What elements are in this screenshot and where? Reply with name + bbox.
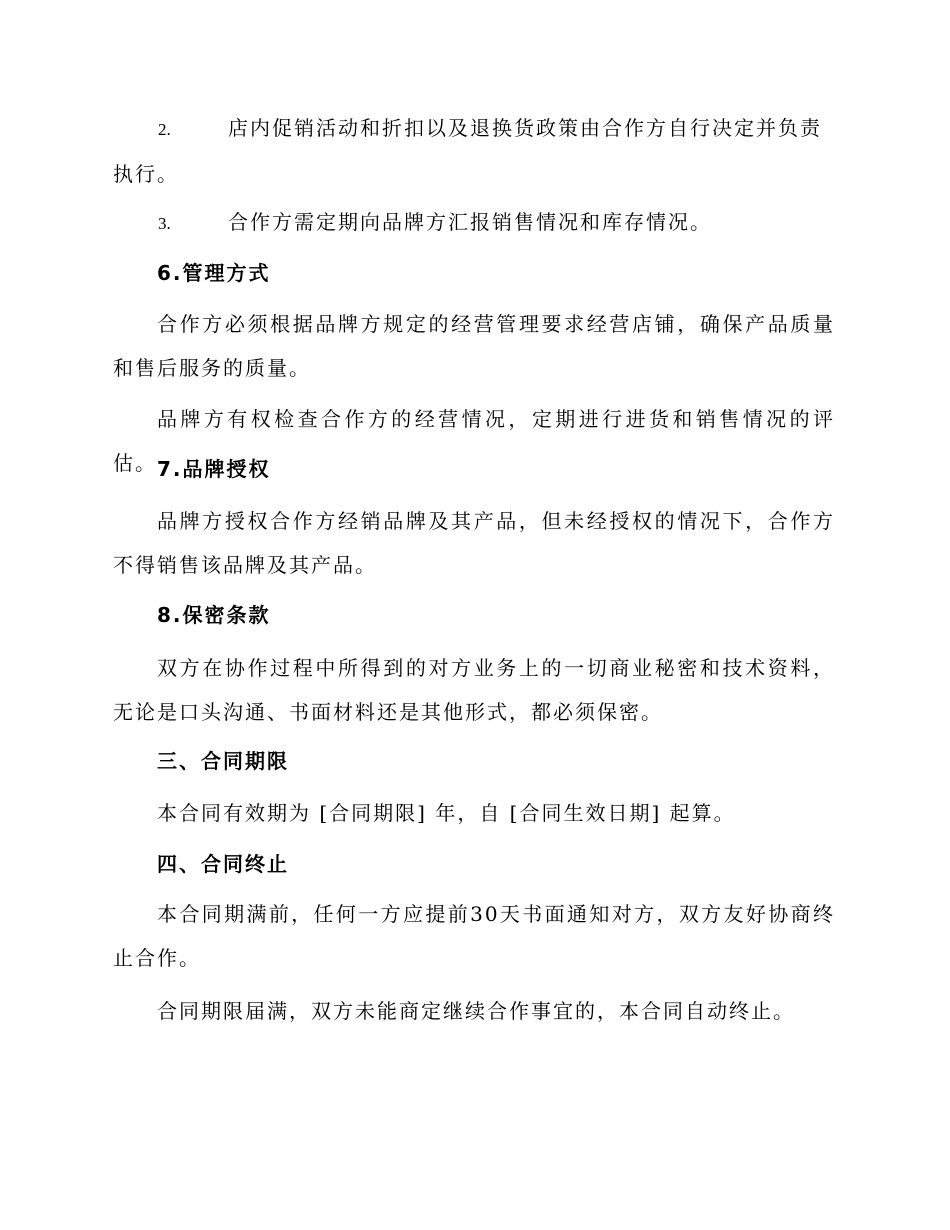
- section-heading-authorization: 7.品牌授权: [157, 457, 271, 481]
- paragraph: 品牌方授权合作方经销品牌及其产品，但未经授权的情况下，合作方不得销售该品牌及其产品。: [113, 509, 835, 577]
- paragraph: 品牌方有权检查合作方的经营情况，定期进行进货和销售情况的评估。: [113, 407, 835, 475]
- list-item-number: 2.: [158, 120, 171, 139]
- section-heading-termination: 四、合同终止: [157, 852, 289, 876]
- list-item-text: 合作方需定期向品牌方汇报销售情况和库存情况。: [228, 210, 712, 234]
- paragraph: 本合同期满前，任何一方应提前30天书面通知对方，双方友好协商终止合作。: [113, 902, 835, 970]
- list-item-text: 店内促销活动和折扣以及退换货政策由合作方自行决定并负责执行。: [113, 116, 822, 186]
- section-heading-management: 6.管理方式: [157, 261, 271, 285]
- list-item-number: 3.: [158, 214, 171, 233]
- list-item: [113, 106, 835, 196]
- paragraph: 合作方必须根据品牌方规定的经营管理要求经营店铺，确保产品质量和售后服务的质量。: [113, 312, 835, 380]
- list-item: [113, 200, 835, 246]
- paragraph: 本合同有效期为 [合同期限] 年，自 [合同生效日期] 起算。: [157, 801, 736, 825]
- section-heading-term: 三、合同期限: [157, 749, 289, 773]
- paragraph: 双方在协作过程中所得到的对方业务上的一切商业秘密和技术资料，无论是口头沟通、书面材料还是其他形式，都必须保密。: [113, 656, 835, 724]
- section-heading-confidentiality: 8.保密条款: [157, 603, 271, 627]
- paragraph: 合同期限届满，双方未能商定继续合作事宜的，本合同自动终止。: [157, 999, 795, 1023]
